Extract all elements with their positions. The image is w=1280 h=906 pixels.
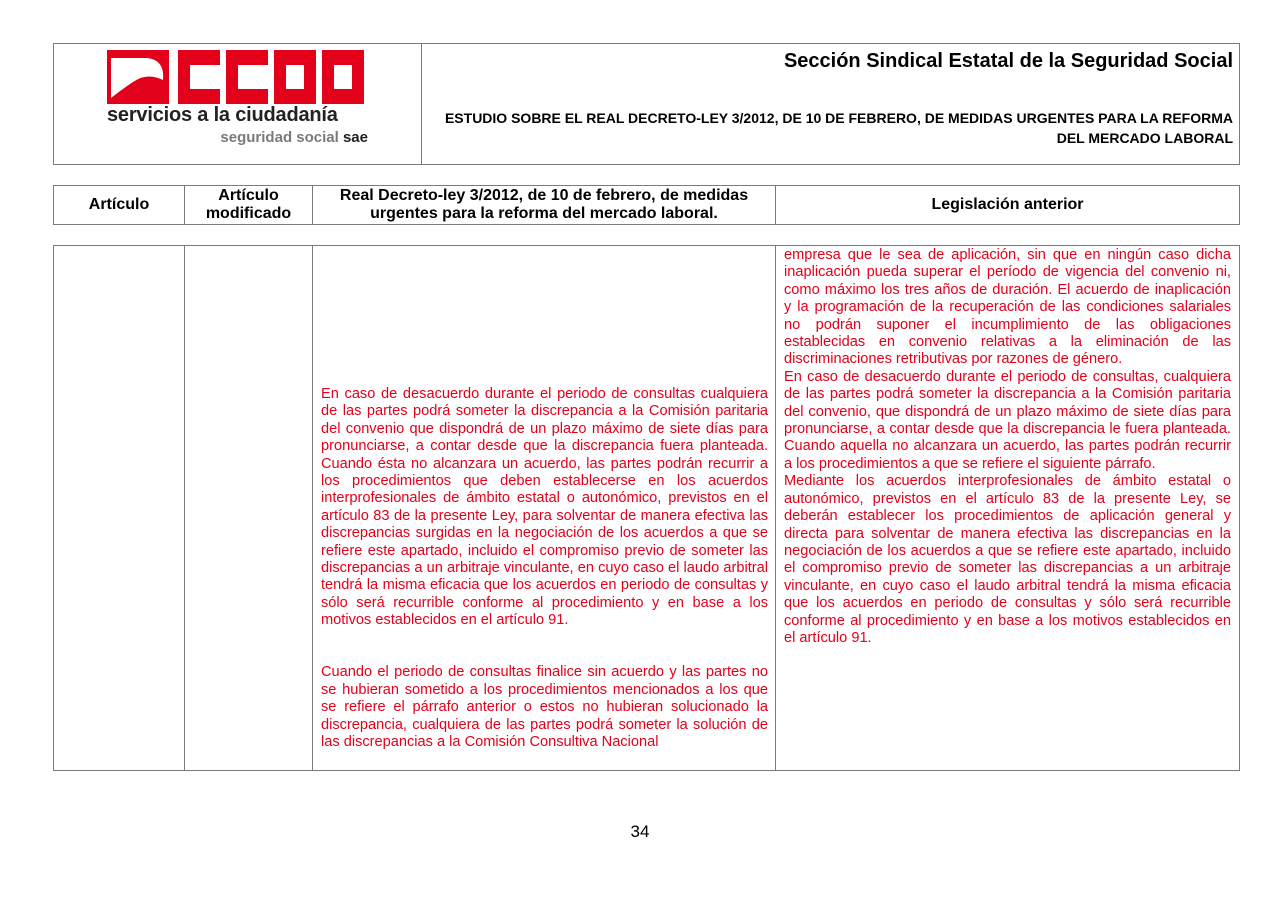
title-cell xyxy=(421,44,1239,164)
old-paragraph: empresa que le sea de aplicación, sin que en ningún caso dicha inaplicación pueda superar el período de vigencia del convenio ni, como máximo los tres años de duración. El acuerdo de inaplicación y la programación de la recuperación de las condiciones salariales no podrán suponer el incumplimiento de las obligaciones establecidas en convenio relativas a la eliminación de las discriminaciones retributivas por razones de género. xyxy=(784,247,1231,368)
column-header-articulo: Artículo xyxy=(54,186,185,224)
logo-tagline: servicios a la ciudadanía xyxy=(107,104,338,126)
new-legislation-text xyxy=(321,386,768,752)
logo-letter-o-icon xyxy=(322,50,364,104)
logo-subtagline-sae: sae xyxy=(342,129,368,146)
study-title: ESTUDIO SOBRE EL REAL DECRETO-LEY 3/2012, DE 10 DE FEBRERO, DE MEDIDAS URGENTES PARA LA REFORMA DEL MERCADO LABORAL xyxy=(444,110,1233,146)
old-paragraph: En caso de desacuerdo durante el periodo de consultas, cualquiera de las partes podrá someter la discrepancia a la Comisión paritaria del convenio, que dispondrá de un plazo máximo de siete días para pronunciarse, a contar desde que la discrepancia le fuera planteada. Cuando aquella no alcanzara un acuerdo, las partes podrán recurrir a los procedimientos a que se refiere el siguiente párrafo. xyxy=(784,368,1231,472)
logo-cell xyxy=(54,44,422,164)
cell-articulo xyxy=(54,246,185,770)
logo-subtagline xyxy=(107,129,368,146)
new-paragraph: En caso de desacuerdo durante el periodo de consultas cualquiera de las partes podrá someter la discrepancia a la Comisión paritaria del convenio que dispondrá de un plazo máximo de siete días para pronunciarse, a contar desde que la discrepancia fuera planteada. Cuando ésta no alcanzara un acuerdo, las partes podrán recurrir a los procedimientos que deben establecerse en los acuerdos interprofesionales de ámbito estatal o autonómico, previstos en el artículo 83 de la presente Ley, para solventar de manera efectiva las discrepancias surgidas en la negociación de los acuerdos a que se refiere este apartado, incluido el compromiso previo de someter las discrepancias a un arbitraje vinculante, en cuyo caso el laudo arbitral tendrá la misma eficacia que los acuerdos en periodo de consultas y sólo será recurrible conforme al procedimiento y en base a los motivos establecidos en el artículo 91. xyxy=(321,386,768,629)
cell-previous-legislation xyxy=(776,246,1239,770)
page-number: 34 xyxy=(630,822,650,841)
cell-new-legislation xyxy=(313,246,776,770)
old-paragraph: Mediante los acuerdos interprofesionales de ámbito estatal o autonómico, previstos en el artículo 83 de la presente Ley, se deberán establecer los procedimientos de aplicación general y directa para solventar de manera efectiva las discrepancias en la negociación de los acuerdos a que se refiere este apartado, incluido el compromiso previo de someter las discrepancias a un arbitraje vinculante, en cuyo caso el laudo arbitral tendrá la misma eficacia que los acuerdos en periodo de consultas y sólo será recurrible conforme al procedimiento y en base a los motivos establecidos en el artículo 91. xyxy=(784,473,1231,646)
new-paragraph: Cuando el periodo de consultas finalice sin acuerdo y las partes no se hubieran sometido a los procedimientos mencionados a los que se refiere el párrafo anterior o estos no hubieran solucionado la discrepancia, cualquiera de las partes podrá someter la solución de las discrepancias a la Comisión Consultiva Nacional xyxy=(321,664,768,751)
logo-letter-c-icon xyxy=(226,50,268,104)
table-header-row xyxy=(53,185,1240,225)
column-header-legislacion-anterior: Legislación anterior xyxy=(931,196,1084,213)
column-header-articulo-modificado: Artículo modificado xyxy=(185,186,313,224)
column-header-real-decreto: Real Decreto-ley 3/2012, de 10 de febrero, de medidas urgentes para la reforma del mercado laboral. xyxy=(313,186,776,224)
ccoo-emblem-icon xyxy=(107,50,169,104)
logo-letter-o-icon xyxy=(274,50,316,104)
logo-subtagline-prefix: seguridad social xyxy=(220,129,343,146)
table-row xyxy=(53,245,1240,771)
previous-legislation-text xyxy=(784,247,1231,647)
document-header xyxy=(53,43,1240,165)
cell-articulo-modificado xyxy=(185,246,313,770)
logo-letter-c-icon xyxy=(178,50,220,104)
section-title: Sección Sindical Estatal de la Seguridad Social xyxy=(783,50,1233,72)
